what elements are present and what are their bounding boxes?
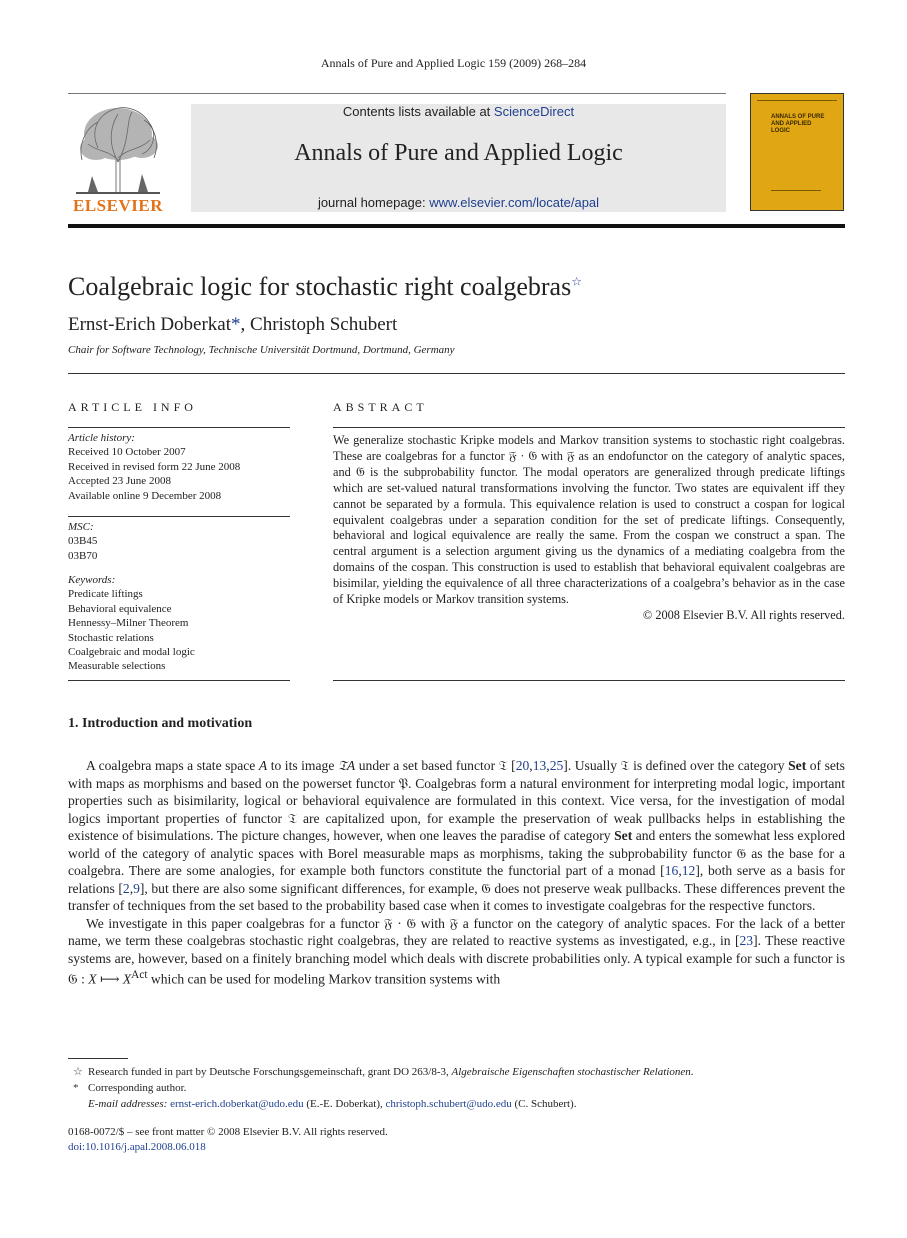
body-text-run: 𝔗A — [337, 758, 356, 773]
authors — [68, 314, 397, 336]
keyword: Stochastic relations — [68, 631, 154, 644]
abstract-math: 𝔉 · 𝔊 — [508, 448, 538, 463]
keyword: Predicate liftings — [68, 588, 143, 601]
publisher-name: ELSEVIER — [73, 196, 163, 215]
affiliation: Chair for Software Technology, Technische Universität Dortmund, Dortmund, Germany — [68, 344, 455, 356]
citation-link[interactable]: 13 — [532, 758, 547, 773]
history-label: Article history: — [68, 432, 135, 444]
body-text-run: and enters the somewhat less explored world of the category of analytic spaces with Borel measurable maps as morphisms, taking the subprobability functor 𝔊 as the base for a coalgebra. There are some analogies, for example both functors constitute the functorial part of a monad [ — [68, 828, 845, 878]
masthead-thick-rule — [68, 224, 845, 228]
citation-link[interactable]: 20 — [515, 758, 530, 773]
citation-link[interactable]: 9 — [133, 880, 140, 896]
msc-label: MSC: — [68, 521, 94, 533]
body-text — [68, 757, 845, 988]
abstract-fragment: We generalize stochastic Kripke models and Markov transition systems to stochastic right coalgebras. These are coalgebras for a functor — [333, 433, 845, 463]
issn-line: 0168-0072/$ – see front matter © 2008 Elsevier B.V. All rights reserved. — [68, 1126, 388, 1138]
body-text-run: ]. Usually 𝔗 is defined over the category — [563, 758, 789, 773]
citation-link[interactable]: 12 — [681, 863, 696, 878]
msc-rule — [68, 516, 290, 517]
citation-link[interactable]: 16 — [664, 863, 679, 878]
cover-band — [757, 100, 837, 101]
msc-code: 03B70 — [68, 549, 98, 562]
msc-code: 03B45 — [68, 535, 98, 548]
body-text-run: , — [129, 880, 134, 896]
body-text-run: under a set based functor 𝔗 [ — [355, 758, 516, 773]
abstract-heading: ABSTRACT — [333, 400, 428, 414]
homepage-link[interactable]: www.elsevier.com/locate/apal — [429, 195, 600, 210]
title-footnote-star-icon[interactable]: ☆ — [571, 274, 582, 289]
body-text-run: A — [258, 758, 268, 773]
body-text-run: of sets with maps as morphisms and based on the powerset functor 𝔓. Coalgebras form a natural environment for interpreting modal logic, important properties such as bisimilarity, logical or behavioral equivalence are formulated in this context. Vice versa, for the investigation of modal logics important properties of functor 𝔗 are capitalized upon, for example the preservation of weak pullbacks helps in establishing the existence of bisimulations. The picture changes, however, when one leaves the paradise of category — [68, 758, 845, 843]
footnote-funding-project: Algebraische Eigenschaften stochastischer Relationen — [451, 1066, 691, 1078]
keyword: Hennessy–Milner Theorem — [68, 617, 189, 630]
footnotes — [68, 1064, 845, 1112]
footnote-corresponding — [68, 1080, 845, 1096]
body-text-run: X — [122, 971, 132, 987]
email-label: E-mail addresses: — [88, 1098, 168, 1110]
contents-line — [191, 104, 726, 119]
footnote-asterisk-mark: * — [73, 1082, 79, 1094]
abstract-fragment: as an endofunctor on the category of analytic spaces, and — [333, 448, 845, 479]
article-info-heading: ARTICLE INFO — [68, 400, 197, 414]
homepage-line — [191, 195, 726, 210]
keyword: Coalgebraic and modal logic — [68, 646, 195, 659]
history-online: Available online 9 December 2008 — [68, 489, 222, 502]
abstract-math: 𝔉 — [566, 448, 575, 463]
author-schubert: Christoph Schubert — [250, 314, 398, 335]
sciencedirect-link[interactable]: ScienceDirect — [493, 104, 575, 119]
keyword: Measurable selections — [68, 660, 166, 673]
body-text-run: , — [529, 758, 533, 773]
issn-block — [68, 1125, 388, 1155]
footnote-funding — [68, 1064, 845, 1080]
contents-prefix: Contents lists available at — [342, 104, 494, 119]
msc-block — [68, 520, 290, 563]
abstract-copyright: © 2008 Elsevier B.V. All rights reserved. — [642, 607, 845, 622]
citation-link[interactable]: 2 — [122, 880, 130, 896]
email-owner: (C. Schubert). — [511, 1098, 577, 1110]
section-title: 1. Introduction and motivation — [68, 716, 253, 731]
author-doberkat: Ernst-Erich Doberkat — [68, 314, 232, 335]
author-separator: , — [240, 314, 251, 335]
keywords-block — [68, 573, 290, 674]
article-history — [68, 431, 290, 503]
cover-band — [771, 190, 821, 191]
body-text-run: ], but there are also some significant differences, for example, 𝔊 does not preserve weak pullbacks. These differences prevent the transfer of techniques from the set based to the probability based case when it comes to investigate coalgebras for the respective functors. — [68, 880, 845, 913]
body-text-run: A coalgebra maps a state space — [86, 758, 259, 773]
history-received: Received 10 October 2007 — [68, 446, 186, 459]
article-info-bottom-rule — [68, 680, 290, 681]
body-text-run: Set — [788, 758, 807, 773]
body-text-run: to its image — [267, 758, 338, 773]
article-title-text: Coalgebraic logic for stochastic right coalgebras — [68, 272, 572, 301]
footnote-rule — [68, 1058, 128, 1059]
keyword: Behavioral equivalence — [68, 602, 172, 615]
abstract-text — [333, 433, 845, 624]
abstract-bottom-rule — [333, 680, 845, 681]
body-text-run: ]. These reactive systems are, however, based on a finitely branching model which deals with discrete probabilities only. A typical example for such a functor is 𝔊 : — [68, 933, 845, 987]
journal-title: Annals of Pure and Applied Logic — [294, 140, 623, 166]
body-text-run: , — [546, 758, 550, 773]
footnote-emails — [68, 1096, 845, 1112]
body-text-run: ⟼ — [96, 971, 123, 987]
cover-title: ANNALS OF PURE AND APPLIED LOGIC — [771, 114, 825, 134]
history-revised: Received in revised form 22 June 2008 — [68, 460, 241, 473]
running-head: Annals of Pure and Applied Logic 159 (2009) 268–284 — [320, 56, 587, 70]
body-text-run: Act — [131, 969, 148, 981]
body-text-run: Set — [614, 828, 633, 843]
citation-link[interactable]: 25 — [549, 758, 564, 773]
footnote-funding-end: . — [690, 1066, 694, 1078]
footnote-star-icon: ☆ — [73, 1066, 83, 1078]
email-owner: (E.-E. Doberkat), — [303, 1098, 386, 1110]
homepage-prefix: journal homepage: — [317, 195, 430, 210]
body-text-run: , — [678, 863, 682, 878]
email-link-doberkat[interactable]: ernst-erich.doberkat@udo.edu — [170, 1098, 304, 1110]
body-text-run: which can be used for modeling Markov transition systems with — [147, 971, 501, 987]
citation-link[interactable]: 23 — [739, 933, 754, 948]
keywords-label: Keywords: — [68, 574, 116, 586]
email-link-schubert[interactable]: christoph.schubert@udo.edu — [385, 1098, 512, 1110]
abstract-rule — [333, 427, 845, 428]
doi-link[interactable]: doi:10.1016/j.apal.2008.06.018 — [68, 1141, 206, 1153]
history-accepted: Accepted 23 June 2008 — [68, 475, 171, 488]
footnote-funding-text: Research funded in part by Deutsche Forschungsgemeinschaft, grant DO 263/8-3, — [88, 1066, 452, 1078]
body-text-run: We investigate in this paper coalgebras for a functor 𝔉 · 𝔊 with 𝔉 a functor on the category of analytic spaces. For the lack of a better name, we term these coalgebras stochastic right coalgebras, they are related to reactive systems as investigated, e.g., in [ — [68, 915, 845, 948]
abstract-fragment: is the subprobability functor. The modal operators are generalized through predicate liftings which are set-valued natural transformations involving the functor. Two states are equivalent iff they cannot be separated by a formula. This equivalence relation is used to construct a cospan for logical equivalent coalgebras under a separation condition for the set of predicate liftings. Consequently, behavioral and logical equivalence are really the same. From the cospan we construct a span. The central argument is a selection argument giving us the dynamics of a mediating coalgebra from the domains of the cospan. This construction is used to establish that behavioral equivalent coalgebras are bisimilar, yielding the equivalence of all three characterizations of a coalgebra’s behavior as in the case of Kripke models or Markov transition systems. — [333, 464, 845, 607]
body-paragraph — [68, 757, 845, 915]
corresponding-author-mark[interactable]: * — [231, 314, 241, 335]
abstract-fragment: with — [537, 448, 567, 463]
masthead-top-rule — [68, 93, 726, 94]
title-rule — [68, 373, 845, 374]
journal-cover-thumbnail[interactable] — [750, 93, 844, 211]
article-info-rule — [68, 427, 290, 428]
body-text-run: ], both serve as a basis for relations [ — [68, 863, 846, 896]
footnote-corresponding-text: Corresponding author. — [88, 1082, 187, 1094]
abstract-math: 𝔊 — [356, 464, 365, 479]
body-text-run: X — [88, 971, 97, 987]
body-paragraph — [68, 915, 845, 989]
article-title — [68, 272, 582, 302]
